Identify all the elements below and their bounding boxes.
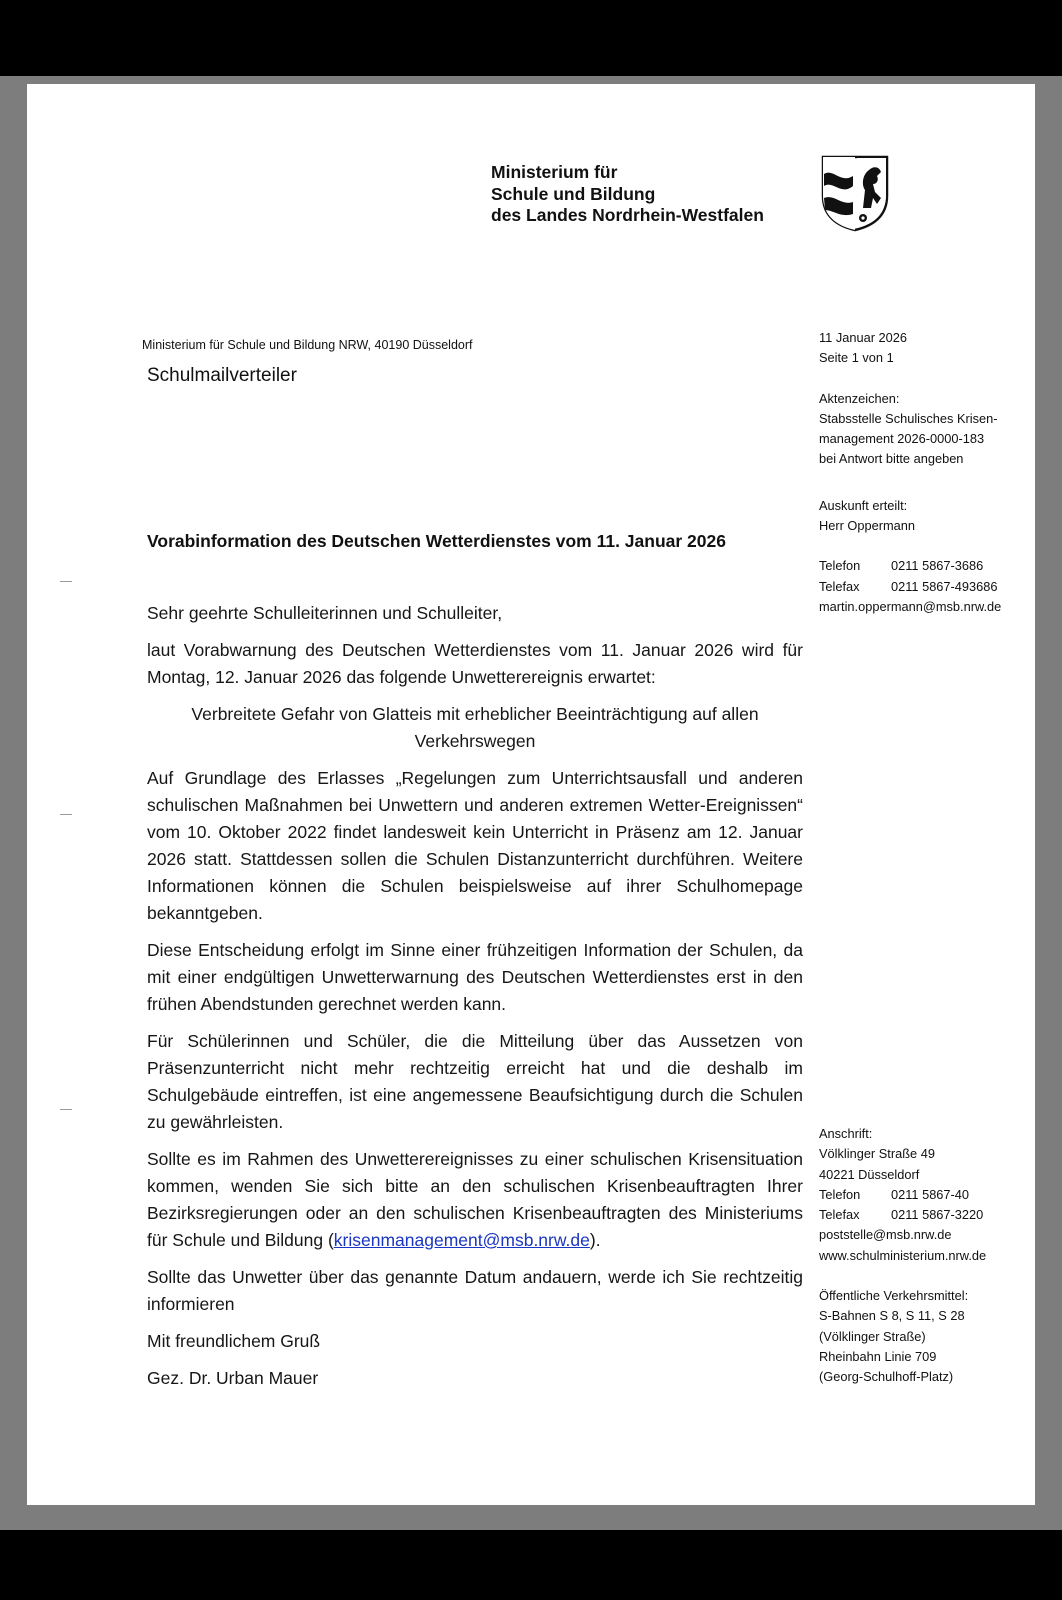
aktenzeichen-line-1: Stabsstelle Schulisches Krisen-	[819, 410, 998, 426]
address-telefon-value: 0211 5867-40	[891, 1186, 970, 1202]
letter-date: 11 Januar 2026	[819, 330, 907, 345]
contact-telefax	[819, 577, 1001, 597]
contact-telefon	[819, 556, 1001, 576]
aktenzeichen-line-3: bei Antwort bitte angeben	[819, 451, 964, 467]
reference-info	[819, 328, 1001, 617]
letterhead-line-2: Schule und Bildung	[491, 183, 656, 204]
signature: Gez. Dr. Urban Mauer	[147, 1368, 319, 1388]
crisis-text-end: ).	[589, 1230, 601, 1250]
address-telefax-label: Telefax	[819, 1207, 860, 1223]
auskunft-name: Herr Oppermann	[819, 518, 916, 534]
letter-page	[27, 84, 1035, 1505]
crisis-email-link[interactable]: krisenmanagement@msb.nrw.de	[333, 1230, 590, 1250]
nrw-crest-icon	[819, 154, 891, 232]
address-info	[819, 1124, 986, 1388]
contact-email[interactable]: martin.oppermann@msb.nrw.de	[819, 598, 1002, 614]
address-label: Anschrift:	[819, 1126, 873, 1141]
crisis-text: Sollte es im Rahmen des Unwetterereignisses zu einer schulischen Krisensituation kommen, wenden Sie sich bitte an den schulischen Krisenbeauftragten Ihrer Bezirksregierungen oder an den schulischen Krisenbeauftragten des Ministeriums für Schule und Bildung (	[147, 1149, 803, 1250]
transit-label: Öffentliche Verkehrsmittel:	[819, 1288, 969, 1304]
paragraph-decree: Auf Grundlage des Erlasses „Regelungen zum Unterrichtsausfall und anderen schulischen Maßnahmen bei Unwettern und anderen extremen Wetter-Ereignissen“ vom 10. Oktober 2022 findet landesweit kein Unterricht in Präsenz am 12. Januar 2026 statt. Stattdessen sollen die Schulen Distanzunterricht durchführen. Weitere Informationen können die Schulen beispielsweise auf ihrer Schulhomepage bekanntgeben.	[147, 768, 803, 923]
telefax-label: Telefax	[819, 578, 860, 594]
salutation: Sehr geehrte Schulleiterinnen und Schulleiter,	[147, 603, 503, 623]
sender-line: Ministerium für Schule und Bildung NRW, 40190 Düsseldorf	[142, 338, 473, 352]
letter-body	[147, 600, 803, 1402]
fold-mark	[60, 1109, 72, 1110]
transit-line-3: Rheinbahn Linie 709	[819, 1348, 937, 1364]
letterhead	[491, 162, 764, 227]
subject-line: Vorabinformation des Deutschen Wetterdienstes vom 11. Januar 2026	[147, 531, 726, 551]
address-city: 40221 Düsseldorf	[819, 1166, 920, 1182]
aktenzeichen-label: Aktenzeichen:	[819, 390, 900, 406]
paragraph-update: Sollte das Unwetter über das genannte Datum andauern, werde ich Sie rechtzeitig informieren	[147, 1267, 803, 1314]
address-email[interactable]: poststelle@msb.nrw.de	[819, 1227, 952, 1243]
recipient: Schulmailverteiler	[147, 365, 297, 386]
address-web[interactable]: www.schulministerium.nrw.de	[819, 1247, 987, 1263]
punch-mark	[60, 814, 72, 815]
warning-text: Verbreitete Gefahr von Glatteis mit erheblicher Beeinträchtigung auf allen Verkehrswegen	[191, 704, 759, 751]
telefon-value: 0211 5867-3686	[891, 558, 984, 574]
address-telefon	[819, 1185, 986, 1205]
page-count: Seite 1 von 1	[819, 350, 894, 366]
letterhead-line-1: Ministerium für	[491, 162, 618, 182]
closing: Mit freundlichem Gruß	[147, 1331, 321, 1351]
auskunft-label: Auskunft erteilt:	[819, 497, 908, 513]
paragraph-crisis	[147, 1146, 803, 1254]
address-telefon-label: Telefon	[819, 1186, 861, 1202]
address-telefax	[819, 1205, 986, 1225]
transit-line-1: S-Bahnen S 8, S 11, S 28	[819, 1308, 965, 1324]
telefax-value: 0211 5867-493686	[891, 578, 998, 594]
paragraph-supervision: Für Schülerinnen und Schüler, die die Mitteilung über das Aussetzen von Präsenzunterricht nicht mehr rechtzeitig erreicht hat und die deshalb im Schulgebäude eintreffen, ist eine angemessene Beaufsichtigung durch die Schulen zu gewährleisten.	[147, 1031, 803, 1132]
address-telefax-value: 0211 5867-3220	[891, 1207, 984, 1223]
fold-mark	[60, 581, 72, 582]
address-street: Völklinger Straße 49	[819, 1146, 935, 1162]
paragraph-decision: Diese Entscheidung erfolgt im Sinne einer frühzeitigen Information der Schulen, da mit einer endgültigen Unwetterwarnung des Deutschen Wetterdienstes erst in den frühen Abendstunden gerechnet werden kann.	[147, 940, 803, 1014]
transit-line-2: (Völklinger Straße)	[819, 1328, 926, 1344]
aktenzeichen-line-2: management 2026-0000-183	[819, 431, 985, 447]
transit-line-4: (Georg-Schulhoff-Platz)	[819, 1369, 954, 1385]
letterhead-line-3: des Landes Nordrhein-Westfalen	[491, 205, 764, 225]
paragraph-announcement: laut Vorabwarnung des Deutschen Wetterdienstes vom 11. Januar 2026 wird für Montag, 12. Januar 2026 das folgende Unwetterereignis erwartet:	[147, 640, 803, 687]
telefon-label: Telefon	[819, 558, 861, 574]
